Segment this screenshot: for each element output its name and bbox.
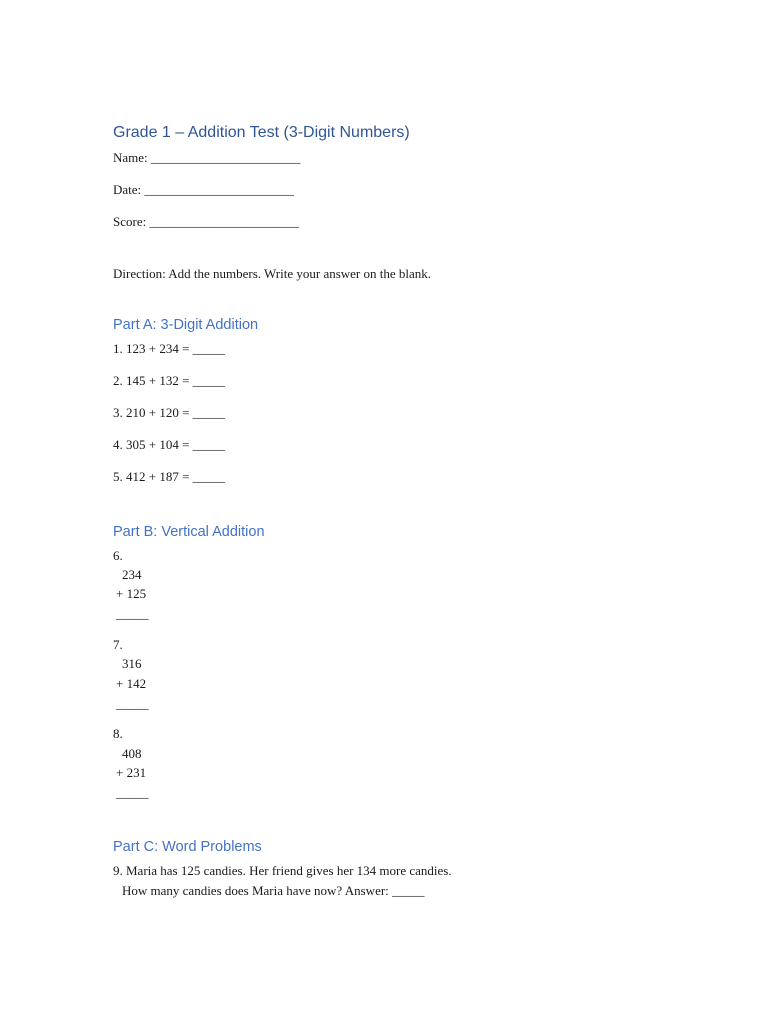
- page-title: Grade 1 – Addition Test (3-Digit Numbers): [113, 124, 410, 141]
- word-problem-9-line2: How many candies does Maria have now? Answer: _____: [122, 883, 425, 898]
- word-problem-9-line1: 9. Maria has 125 candies. Her friend gives her 134 more candies.: [113, 863, 452, 878]
- part-b-heading: Part B: Vertical Addition: [113, 524, 265, 540]
- direction-text: Direction: Add the numbers. Write your answer on the blank.: [113, 266, 432, 281]
- date-field: Date: _______________________: [113, 182, 294, 197]
- problem-8-number: 8.: [113, 726, 123, 741]
- problem-6-number: 6.: [113, 548, 123, 563]
- problem-8-top: 408: [122, 746, 142, 761]
- problem-6-bottom: + 125: [116, 586, 147, 601]
- name-field: Name: _______________________: [113, 150, 301, 165]
- problem-6-top: 234: [122, 567, 142, 582]
- problem-8-bottom: + 231: [116, 765, 147, 780]
- part-a-item-2: 2. 145 + 132 = _____: [113, 373, 226, 388]
- problem-7-top: 316: [122, 656, 142, 671]
- part-a-item-1: 1. 123 + 234 = _____: [113, 341, 226, 356]
- part-c-heading: Part C: Word Problems: [113, 839, 262, 855]
- part-a-item-5: 5. 412 + 187 = _____: [113, 469, 226, 484]
- problem-6-blank: _____: [116, 606, 149, 621]
- part-a-heading: Part A: 3-Digit Addition: [113, 317, 259, 333]
- problem-7-number: 7.: [113, 637, 123, 652]
- problem-7-bottom: + 142: [116, 676, 147, 691]
- problem-7-blank: _____: [116, 696, 149, 711]
- part-a-item-3: 3. 210 + 120 = _____: [113, 405, 226, 420]
- score-field: Score: _______________________: [113, 214, 299, 229]
- problem-8-blank: _____: [116, 785, 149, 800]
- part-a-item-4: 4. 305 + 104 = _____: [113, 437, 226, 452]
